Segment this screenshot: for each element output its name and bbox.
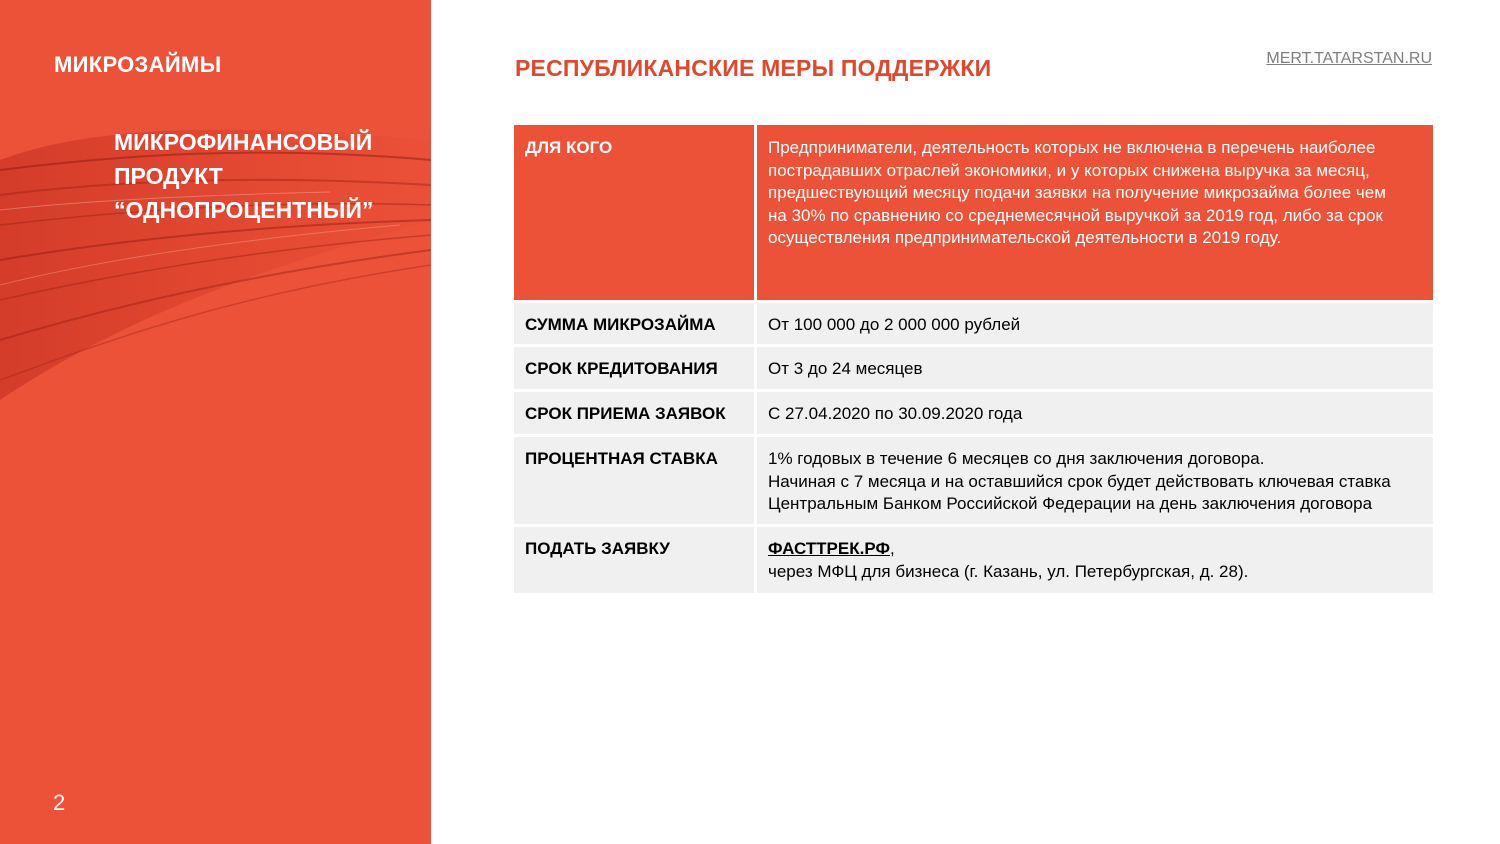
value-line: пострадавших отраслей экономики, и у которых снижена выручка за месяц, [768,160,1370,180]
row-label: ПОДАТЬ ЗАЯВКУ [514,527,757,593]
row-label: СРОК ПРИЕМА ЗАЯВОК [514,392,757,437]
table-row [514,527,1433,593]
row-label: СУММА МИКРОЗАЙМА [514,303,757,347]
site-link[interactable]: MERT.TATARSTAN.RU [1266,50,1432,67]
section-title: МИКРОЗАЙМЫ [54,52,222,77]
table-row [514,347,1433,392]
row-value [757,527,1433,593]
page-title: РЕСПУБЛИКАНСКИЕ МЕРЫ ПОДДЕРЖКИ [515,55,992,81]
table-row [514,303,1433,347]
row-value: От 100 000 до 2 000 000 рублей [757,303,1433,347]
value-line: через МФЦ для бизнеса (г. Казань, ул. Петербургская, д. 28). [768,561,1249,581]
value-line: осуществления предпринимательской деятельности в 2019 году. [768,228,1282,247]
table-row [514,437,1433,527]
row-value [757,437,1433,527]
row-label: ДЛЯ КОГО [514,125,757,303]
value-line: Предприниматели, деятельность которых не включена в перечень наиболее [768,138,1376,157]
product-title-line: “ОДНОПРОЦЕНТНЫЙ” [114,197,374,223]
value-line: на 30% по сравнению со среднемесячной выручкой за 2019 год, либо за срок [768,205,1383,225]
apply-line [768,538,1422,561]
value-line: 1% годовых в течение 6 месяцев со дня заключения договора. [768,449,1265,468]
link-suffix: , [889,539,895,558]
value-line: предшествующий месяцу подачи заявки на получение микрозайма более чем [768,183,1386,202]
row-label: СРОК КРЕДИТОВАНИЯ [514,347,757,392]
product-title-line: МИКРОФИНАНСОВЫЙ [114,129,373,155]
product-title-line: ПРОДУКТ [114,163,223,189]
sidebar-panel [0,0,431,844]
page-number: 2 [53,790,66,815]
row-value: От 3 до 24 месяцев [757,347,1433,392]
fasttrek-link[interactable]: ФАСТТРЕК.РФ [768,539,890,558]
table-row [514,392,1433,437]
support-measures-table [514,125,1433,593]
value-line: Центральным Банком Российской Федерации на день заключения договора [768,494,1373,513]
product-title [114,125,414,227]
value-line: Начиная с 7 месяца и на оставшийся срок будет действовать ключевая ставка [768,471,1391,491]
row-value [757,125,1433,303]
table-row [514,125,1433,303]
row-label: ПРОЦЕНТНАЯ СТАВКА [514,437,757,527]
row-value: С 27.04.2020 по 30.09.2020 года [757,392,1433,437]
